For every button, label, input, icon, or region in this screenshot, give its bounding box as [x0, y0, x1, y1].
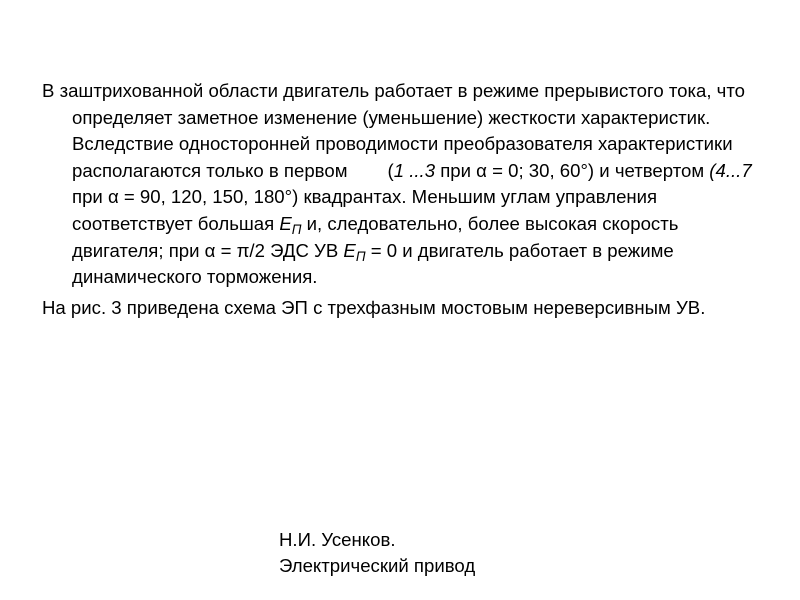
emf-symbol: E: [279, 212, 292, 234]
emf-symbol: E: [343, 239, 356, 261]
emf-subscript: П: [355, 248, 366, 264]
text-run: при α = 0; 30, 60°) и четвертом: [435, 159, 710, 181]
footer: [279, 527, 475, 579]
footer-course: Электрический привод: [279, 555, 476, 576]
emf-subscript: П: [291, 221, 302, 237]
italic-range: (4...7: [709, 159, 752, 181]
paragraph-discontinuous-current: [42, 78, 762, 291]
text-run: (: [387, 159, 394, 181]
text-run: и, следовательно, более высокая скорость двигателя; при α = π/2 ЭДС УВ: [72, 212, 679, 261]
footer-author: Н.И. Усенков.: [279, 529, 396, 550]
slide-body: [42, 78, 762, 321]
text-run: В заштрихованной области двигатель работает в режиме прерывистого тока, что определяет заметное изменение (уменьшение) жесткости характеристик. Вследствие односторонней проводимости преобразователя характеристики располагаются только в первом: [42, 80, 746, 181]
italic-range: 1 ...3: [393, 159, 436, 181]
text-run: = 0 и двигатель работает в режиме динамического торможения.: [72, 239, 674, 288]
paragraph-figure-reference: На рис. 3 приведена схема ЭП с трехфазным мостовым нереверсивным УВ.: [42, 296, 706, 318]
text-run: при α = 90, 120, 150, 180°) квадрантах. Меньшим углам управления соответствует большая: [72, 186, 658, 234]
